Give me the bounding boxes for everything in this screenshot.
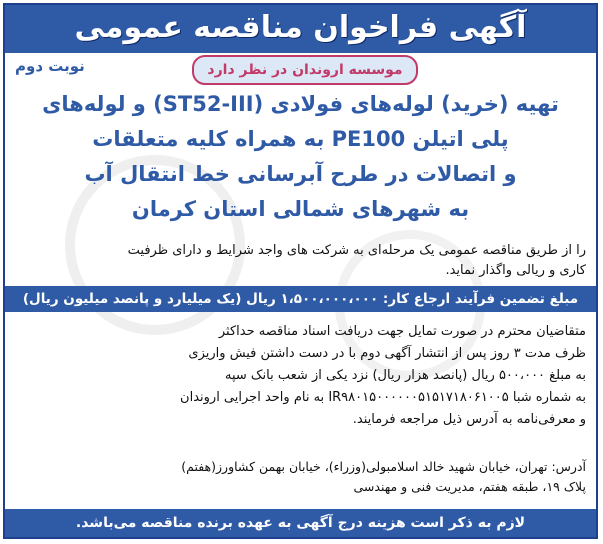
body-line: به مبلغ ۵۰۰،۰۰۰ ریال (پانصد هزار ریال) نزد یکی از شعب بانک سپه	[225, 368, 586, 383]
body-line: و معرفی‌نامه به آدرس ذیل مراجعه فرمایند.	[352, 412, 586, 427]
tender-subject	[13, 87, 588, 227]
organization-badge: موسسه اروندان در نظر دارد	[192, 55, 418, 85]
intro-line: کاری و ریالی واگذار نماید.	[445, 263, 586, 278]
round-label: نوبت دوم	[15, 57, 85, 75]
intro-paragraph	[17, 241, 586, 281]
heading-line: به شهرهای شمالی استان کرمان	[131, 197, 470, 221]
heading-line: پلی اتیلن PE100 به همراه کلیه متعلقات	[92, 127, 509, 151]
heading-line: و اتصالات در طرح آبرسانی خط انتقال آب	[84, 162, 517, 186]
body-line: ظرف مدت ۳ روز پس از انتشار آگهی دوم با در دست داشتن فیش واریزی	[188, 346, 586, 361]
title-banner	[5, 5, 596, 53]
instructions-paragraph	[15, 321, 586, 431]
deposit-banner: مبلغ تضمین فرآیند ارجاع کار: ۱،۵۰۰،۰۰۰،۰۰۰ ریال (یک میلیارد و پانصد میلیون ریال)	[5, 286, 596, 312]
intro-line: را از طریق مناقصه عمومی یک مرحله‌ای به شرکت های واجد شرایط و دارای ظرفیت	[127, 243, 586, 258]
tender-advertisement	[3, 3, 598, 539]
footer-note: لازم به ذکر است هزینه درج آگهی به عهده برنده مناقصه می‌باشد.	[5, 509, 596, 537]
body-line: به شماره شبا IR۹۸۰۱۵۰۰۰۰۰۰۵۱۵۱۷۱۸۰۶۱۰۰۵ به نام واحد اجرایی اروندان	[180, 390, 586, 405]
address-block	[27, 457, 586, 497]
address-line: آدرس: تهران، خیابان شهید خالد اسلامبولی(وزراء)، خیابان بهمن کشاورز(هفتم)	[181, 459, 586, 474]
heading-line: تهیه (خرید) لوله‌های فولادی (ST52-III) و لوله‌های	[42, 92, 559, 116]
body-line: متقاضیان محترم در صورت تمایل جهت دریافت اسناد مناقصه حداکثر	[218, 324, 586, 339]
ad-title: آگهی فراخوان مناقصه عمومی	[74, 10, 527, 45]
address-line: پلاک ۱۹، طبقه هفتم، مدیریت فنی و مهندسی	[353, 479, 586, 494]
